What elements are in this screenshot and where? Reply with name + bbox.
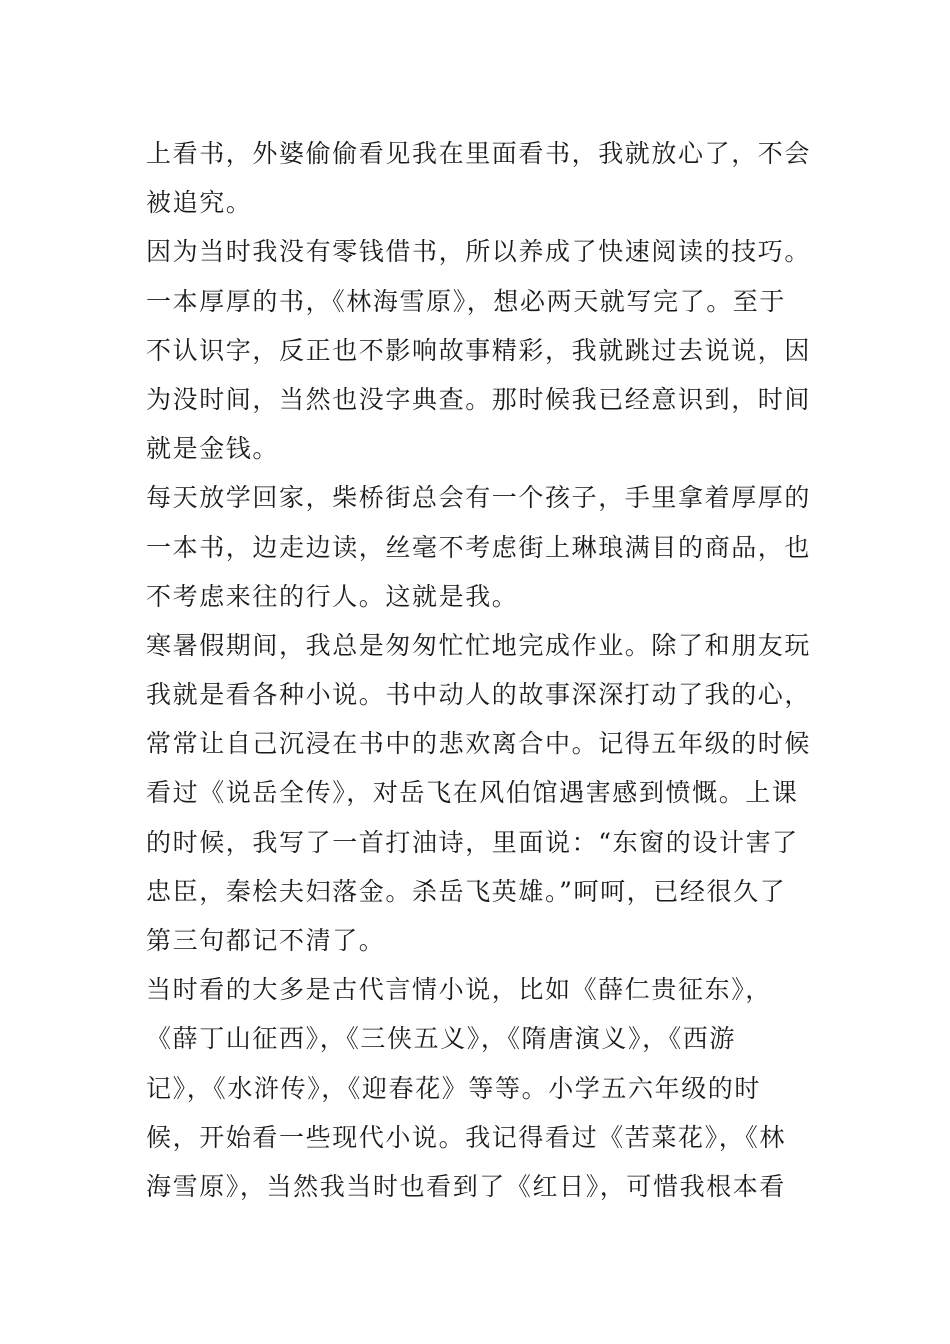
text-line: 记》，《水浒传》，《迎春花》等等。小学五六年级的时: [146, 1073, 762, 1103]
text-line: 每天放学回家，柴桥街总会有一个孩子，手里拿着厚厚的: [146, 483, 812, 513]
text-line: 《薛丁山征西》，《三侠五义》，《隋唐演义》，《西游: [146, 1024, 737, 1054]
text-line: 当时看的大多是古代言情小说，比如《薛仁贵征东》，: [146, 975, 772, 1005]
text-line: 常常让自己沉浸在书中的悲欢离合中。记得五年级的时候: [146, 729, 812, 759]
text-line: 候，开始看一些现代小说。我记得看过《苦菜花》，《林: [146, 1122, 787, 1152]
text-line: 被追究。: [146, 188, 253, 218]
text-line: 忠臣，秦桧夫妇落金。杀岳飞英雄。”呵呵，已经很久了: [146, 876, 787, 906]
text-line: 寒暑假期间，我总是匆匆忙忙地完成作业。除了和朋友玩: [146, 630, 812, 660]
text-line: 看过《说岳全传》，对岳飞在风伯馆遇害感到愤慨。上课: [146, 778, 799, 808]
text-line: 不认识字，反正也不影响故事精彩，我就跳过去说说，因: [146, 335, 812, 365]
text-line: 为没时间，当然也没字典查。那时候我已经意识到，时间: [146, 384, 812, 414]
text-line: 不考虑来往的行人。这就是我。: [146, 581, 519, 611]
text-line: 我就是看各种小说。书中动人的故事深深打动了我的心，: [146, 680, 812, 710]
text-line: 一本厚厚的书，《林海雪原》，想必两天就写完了。至于: [146, 286, 787, 316]
text-line: 第三句都记不清了。: [146, 926, 386, 955]
body-text: [146, 129, 812, 1211]
text-line: 海雪原》，当然我当时也看到了《红日》，可惜我根本看: [146, 1171, 787, 1201]
text-line: 一本书，边走边读，丝毫不考虑街上琳琅满目的商品，也: [146, 532, 812, 562]
text-line: 上看书，外婆偷偷看见我在里面看书，我就放心了，不会: [146, 139, 812, 168]
text-line: 就是金钱。: [146, 434, 280, 464]
text-line: 的时候，我写了一首打油诗，里面说：“东窗的设计害了: [146, 827, 799, 857]
text-line: 因为当时我没有零钱借书，所以养成了快速阅读的技巧。: [146, 237, 812, 267]
